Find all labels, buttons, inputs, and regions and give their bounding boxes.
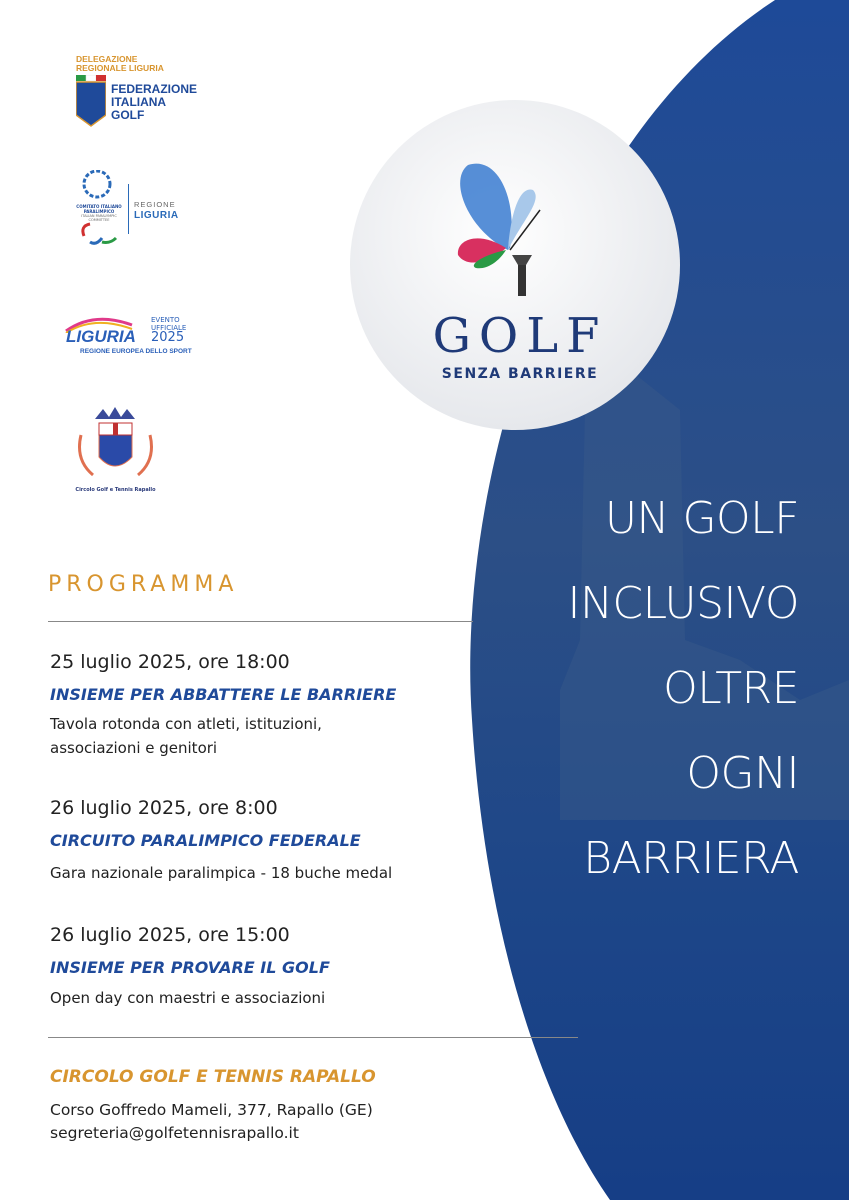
butterfly-logo-icon: [448, 160, 558, 300]
headline-line-1: UN GOLF: [604, 493, 799, 544]
event-3-title: INSIEME PER PROVARE IL GOLF: [50, 958, 330, 977]
headline-line-2: INCLUSIVO: [567, 578, 799, 629]
divider: [48, 1037, 578, 1038]
brand-title: GOLF: [432, 308, 608, 364]
regione-label: REGIONE: [134, 200, 176, 209]
circolo-crest-logo: Circolo Golf e Tennis Rapallo: [73, 405, 158, 497]
cip-regione-liguria-logo: [72, 170, 192, 250]
fig-name: FEDERAZIONE ITALIANA GOLF: [111, 82, 198, 122]
venue-name: CIRCOLO GOLF E TENNIS RAPALLO: [50, 1067, 376, 1087]
brand-subtitle: SENZA BARRIERE: [441, 366, 599, 382]
event-2-desc: Gara nazionale paralimpica - 18 buche medal: [50, 864, 393, 882]
event-2-title: CIRCUITO PARALIMPICO FEDERALE: [50, 831, 361, 850]
headline-line-4: OGNI: [686, 748, 799, 799]
fig-logo: [76, 55, 197, 127]
event-1-title: INSIEME PER ABBATTERE LE BARRIERE: [50, 685, 397, 704]
divider: [48, 621, 473, 622]
liguria-2025-logo: LIGURIA EVENTO UFFICIALE 2025 REGIONE EUROPEA DELLO SPORT: [66, 316, 192, 355]
event-3-date: 26 luglio 2025, ore 15:00: [50, 924, 290, 946]
event-1-desc: Tavola rotonda con atleti, istituzioni, associazioni e genitori: [50, 715, 322, 757]
programma-heading: PROGRAMMA: [48, 572, 239, 597]
liguria-label: LIGURIA: [134, 210, 179, 221]
fig-delegation: DELEGAZIONE REGIONALE LIGURIA: [76, 54, 164, 73]
event-1-date: 25 luglio 2025, ore 18:00: [50, 651, 290, 673]
headline-line-3: OLTRE: [663, 663, 799, 714]
cip-name: COMITATO ITALIANO PARALIMPICO: [76, 204, 122, 214]
event-3-desc: Open day con maestri e associazioni: [50, 989, 326, 1007]
fig-shield-icon: [76, 75, 106, 127]
venue-email[interactable]: segreteria@golfetennisrapallo.it: [50, 1124, 299, 1142]
headline-line-5: BARRIERA: [583, 833, 799, 884]
cip-sub: ITALIAN PARALYMPIC COMMITTEE: [81, 214, 117, 222]
venue-address: Corso Goffredo Mameli, 377, Rapallo (GE): [50, 1101, 373, 1119]
crest-icon: [73, 405, 158, 483]
event-2-date: 26 luglio 2025, ore 8:00: [50, 797, 278, 819]
